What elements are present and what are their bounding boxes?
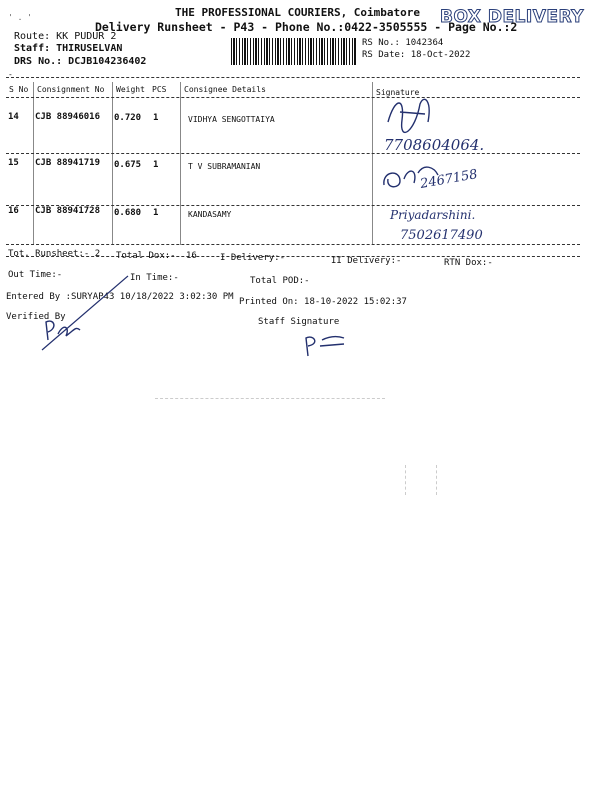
rs-number: RS No.: 1042364 — [362, 38, 444, 48]
handwritten-phone-15: 2467158 — [419, 167, 479, 192]
col-consignee: Consignee Details — [184, 85, 266, 94]
scan-artifact-line — [155, 398, 385, 399]
table-row-weight: 0.680 — [114, 208, 142, 218]
corner-mark: ' . ' — [8, 13, 33, 22]
table-row-weight: 0.675 — [114, 160, 142, 170]
verified-by-signature — [40, 270, 130, 355]
col-sno: S No — [9, 85, 29, 94]
table-row-sno: 16 — [8, 206, 19, 216]
company-title: THE PROFESSIONAL COURIERS, Coimbatore — [175, 6, 421, 19]
table-row-pcs: 1 — [153, 113, 159, 123]
total-dox-value: 16 — [186, 251, 197, 261]
table-row-pcs: 1 — [153, 160, 159, 170]
handwritten-phone-16: 7502617490 — [400, 228, 483, 243]
table-row-sno: 15 — [8, 158, 19, 168]
box-delivery-stamp: BOX DELIVERY — [440, 7, 584, 27]
in-time: In Time:- — [130, 273, 179, 283]
col-pcs: PCS — [152, 85, 167, 94]
total-pod: Total POD:- — [250, 276, 310, 286]
table-row-consignee: KANDASAMY — [188, 210, 232, 219]
staff-label: Staff: THIRUSELVAN — [14, 43, 123, 54]
verified-by: Verified By — [6, 312, 66, 322]
table-row-consignment: CJB 88946016 — [35, 112, 101, 122]
table-row-weight: 0.720 — [114, 113, 142, 123]
rs-date: RS Date: 18-Oct-2022 — [362, 50, 471, 60]
ii-delivery: II Delivery:- — [331, 256, 402, 266]
staff-signature-label: Staff Signature — [258, 317, 340, 327]
handwritten-phone-14: 7708604064. — [384, 136, 485, 154]
dash-mark: - — [8, 70, 13, 79]
runsheet-title: Delivery Runsheet - P43 - Phone No.:0422-3505555 - Page No.:2 — [95, 20, 518, 34]
staff-signature-mark — [300, 330, 360, 360]
table-row-sno: 14 — [8, 112, 19, 122]
table-row-consignee: T V SUBRAMANIAN — [188, 162, 261, 171]
total-dox-label: Total Dox:- — [116, 251, 176, 261]
drs-number: DRS No.: DCJB104236402 — [14, 56, 147, 67]
table-row-consignee: VIDHYA SENGOTTAIYA — [188, 115, 275, 124]
barcode — [231, 38, 356, 65]
scan-artifact-marks — [405, 465, 437, 495]
out-time: Out Time:- — [8, 270, 63, 280]
handwritten-name-16: Priyadarshini. — [390, 208, 476, 222]
printed-on: Printed On: 18-10-2022 15:02:37 — [239, 297, 407, 307]
total-runsheet: Tot. Runsheet:- 2 — [8, 249, 101, 259]
table-row-consignment: CJB 88941728 — [35, 206, 101, 216]
signature-scribble-14 — [380, 92, 440, 137]
table-row-consignment: CJB 88941719 — [35, 158, 101, 168]
entered-by: Entered By :SURYAP43 10/18/2022 3:02:30 PM — [6, 292, 234, 302]
col-signature: Signature — [376, 88, 420, 97]
i-delivery: I Delivery:- — [220, 253, 286, 263]
col-consignment: Consignment No — [37, 85, 105, 94]
route-label: Route: KK PUDUR 2 — [14, 31, 117, 42]
table-row-pcs: 1 — [153, 208, 159, 218]
rtn-dox: RTN Dox:- — [444, 258, 493, 268]
col-weight: Weight — [116, 85, 145, 94]
